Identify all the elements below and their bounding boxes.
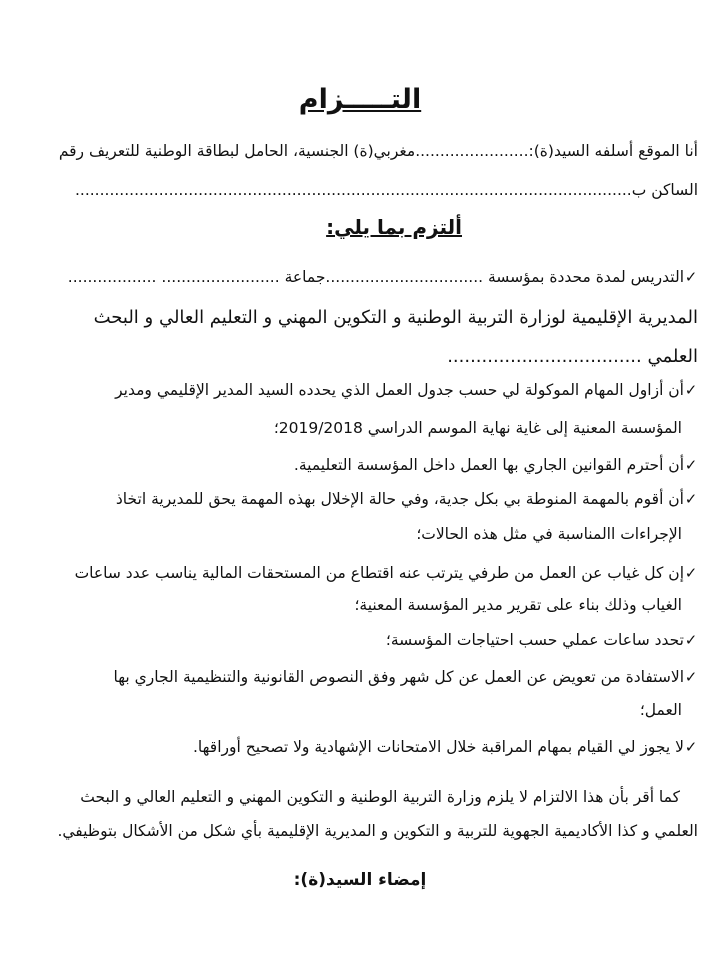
item-8-text-1: لا يجوز لي القيام بمهام المراقبة خلال الامتحانات الإشهادية ولا تصحيح أوراقها. <box>193 738 684 756</box>
item-2-text-1: أن أزاول المهام الموكولة لي حسب جدول العمل الذي يحدده السيد المدير الإقليمي ومدير <box>115 381 684 399</box>
closing-line-1: كما أقر بأن هذا الالتزام لا يلزم وزارة التربية الوطنية و التكوين المهني و التعليم العالي و البحث <box>80 788 680 806</box>
item-7-line-2: العمل؛ <box>639 701 682 719</box>
item-1-text-1: التدريس لمدة محددة بمؤسسة ................................جماعة ........................ .................. <box>67 268 684 286</box>
item-4-line-2: الإجراءات االمناسبة في مثل هذه الحالات؛ <box>416 525 682 543</box>
check-icon: ✓ <box>684 631 698 649</box>
check-icon: ✓ <box>684 456 698 474</box>
item-1-line-1 <box>18 265 698 289</box>
item-2-line-1 <box>18 378 698 402</box>
signature-label: إمضاء السيد(ة): <box>293 870 427 890</box>
item-1-line-3: العلمي .................................. <box>447 346 698 367</box>
commitment-heading: ألتزم بما يلي: <box>326 215 462 239</box>
closing-line-2: العلمي و كذا الأكاديمية الجهوية للتربية و التكوين و المديرية الإقليمية بأي شكل من الأشكال بتوظيفي. <box>57 822 698 840</box>
check-icon: ✓ <box>684 268 698 286</box>
item-5-line-1 <box>18 561 698 585</box>
item-3-line-1 <box>18 453 698 477</box>
check-icon: ✓ <box>684 564 698 582</box>
item-4-text-1: أن أقوم بالمهمة المنوطة بي بكل جدية، وفي حالة الإخلال بهذه المهمة يحق للمديرية اتخاذ <box>115 490 684 508</box>
document-title: التـــــزام <box>298 84 422 115</box>
item-3-text-1: أن أحترم القوانين الجاري بها العمل داخل المؤسسة التعليمية. <box>293 456 684 474</box>
item-6-line-1 <box>18 628 698 652</box>
item-5-text-1: إن كل غياب عن العمل من طرفي يترتب عنه اقتطاع من المستحقات المالية يناسب عدد ساعات <box>74 564 684 582</box>
item-5-line-2: الغياب وذلك بناء على تقرير مدير المؤسسة المعنية؛ <box>354 596 682 614</box>
intro-line-1: أنا الموقع أسلفه السيد(ة):.......................مغربي(ة) الجنسية، الحامل لبطاقة الوطنية للتعريف رقم <box>58 142 698 160</box>
check-icon: ✓ <box>684 668 698 686</box>
item-8-line-1 <box>18 735 698 759</box>
check-icon: ✓ <box>684 381 698 399</box>
item-2-line-2: المؤسسة المعنية إلى غاية نهاية الموسم الدراسي 2019/2018؛ <box>273 419 682 437</box>
item-7-text-1: الاستفادة من تعويض عن العمل عن كل شهر وفق النصوص القانونية والتنظيمية الجاري بها <box>113 668 684 686</box>
intro-line-2: الساكن ب................................................................................................................. <box>74 181 698 199</box>
item-4-line-1 <box>18 487 698 511</box>
check-icon: ✓ <box>684 738 698 756</box>
check-icon: ✓ <box>684 490 698 508</box>
item-7-line-1 <box>18 665 698 689</box>
item-6-text-1: تحدد ساعات عملي حسب احتياجات المؤسسة؛ <box>385 631 684 649</box>
item-1-line-2: المديرية الإقليمية لوزارة التربية الوطنية و التكوين المهني و التعليم العالي و البحث <box>93 307 698 328</box>
